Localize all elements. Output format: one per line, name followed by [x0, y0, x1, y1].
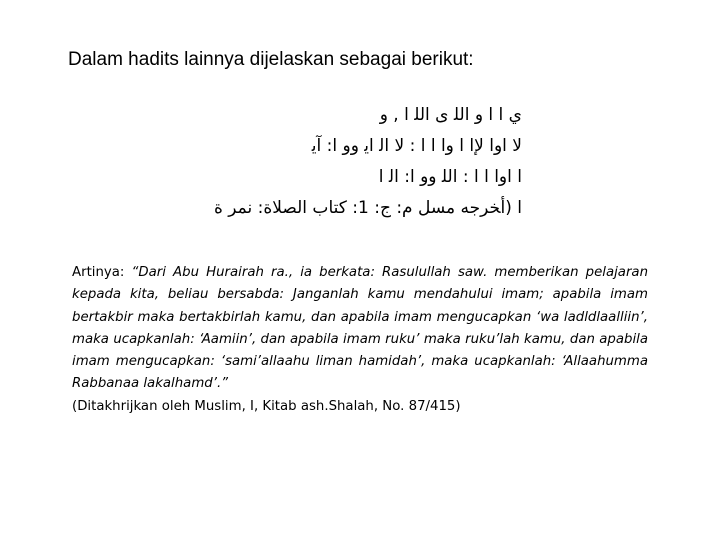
translation-label: Artinya:	[72, 265, 132, 280]
translation-body: “Dari Abu Hurairah ra., ia berkata: Rasulullah saw. memberikan pelajaran kepada kita, beliau bersabda: Janganlah kamu mendahului imam; apabila imam bertakbir maka bertakbirlah kamu, dan apabila imam mengucapkan ‘wa ladldlaalliin’, maka ucapkanlah: ‘Aamiin’, dan apabila imam ruku’ maka ruku’lah kamu, dan apabila imam mengucapkan: ‘sami’allaahu liman hamidah’, maka ucapkanlah: ‘Allaahumma Rabbanaa lakalhamd’.”	[72, 265, 649, 392]
slide-heading: Dalam hadits lainnya dijelaskan sebagai berikut:	[68, 49, 474, 70]
arabic-line-1: ي ا ا و اﻟﻠ ﻯ اﻟﻠ ا , و	[379, 105, 522, 125]
arabic-line-2: ﻻ ﺍﻭﺍ ﻹﺍ ﺍ ﻭﺍ ﺍ ﺍ : ﻻ ﺍﻟ ﺍﻳ ﻭﻭ ﺍ: ﺁﻳ	[311, 136, 522, 156]
translation-source: (Ditakhrijkan oleh Muslim, I, Kitab ash.Shalah, No. 87/415)	[72, 398, 461, 414]
arabic-line-3: ﺍ ﺍﻭﺍ ﺍ ﺍ : ﺍﻟﻠ ﻭﻭ ﺍ: ﺍﻟ ﺍ	[378, 167, 522, 187]
translation-paragraph	[72, 262, 648, 418]
arabic-hadith-text	[200, 100, 522, 224]
arabic-line-4: ا (أﺨﺮﺟﻪ ﻣﺴﻞ ﻡ: ﺝ: 1: ﻛﺘﺎﺏ ﺍﻟﺼﻼﺓ: ﻧﻤﺮ ﺓ	[213, 198, 522, 218]
